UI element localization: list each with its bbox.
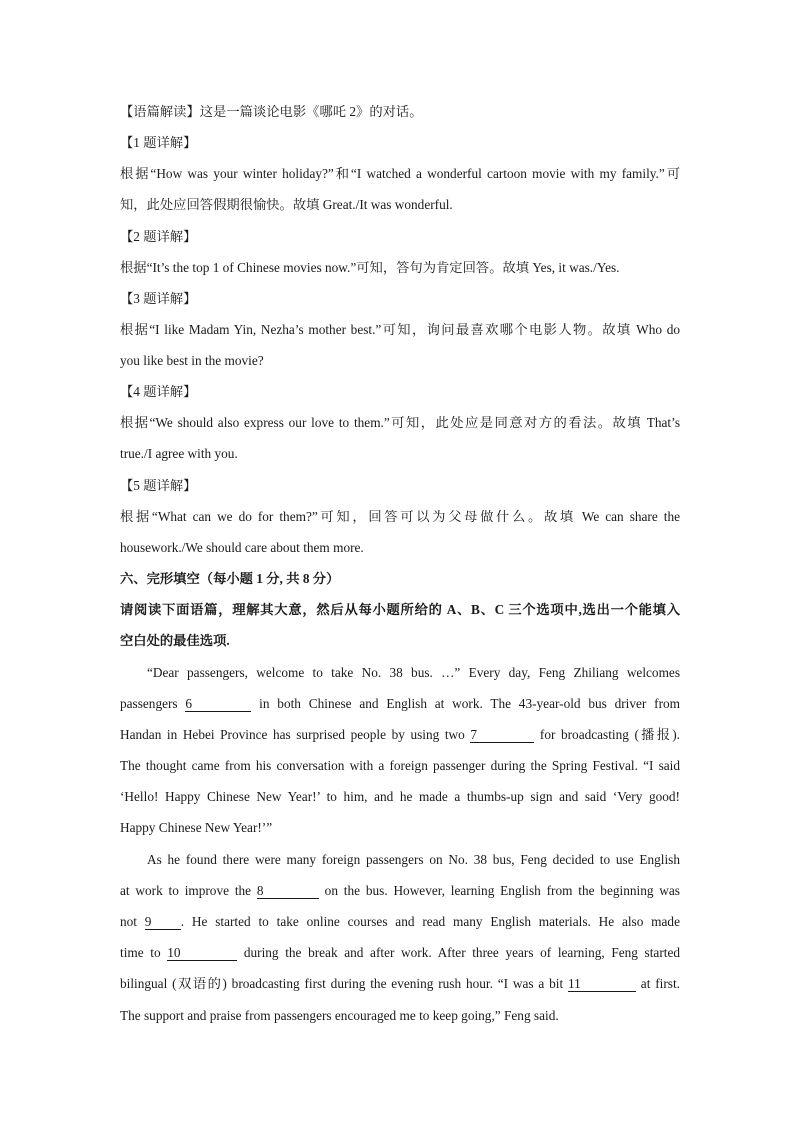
passage-p1-line-6: Happy Chinese New Year!’”: [120, 820, 273, 835]
blank-6: 6: [185, 696, 251, 712]
question-1-explanation-line-1: 根据“How was your winter holiday?”和“I watched a wonderful cartoon movie with my family.”可: [120, 166, 680, 181]
passage-p2-line-2: [120, 882, 680, 900]
analysis-intro: 【语篇解读】这是一篇谈论电影《哪吒 2》的对话。: [120, 104, 423, 119]
question-5-heading: 【5 题详解】: [120, 478, 197, 493]
passage-p2-line-3: [120, 913, 680, 931]
passage-text: Handan in Hebei Province has surprised people by using two: [120, 727, 471, 742]
question-1-heading: 【1 题详解】: [120, 135, 197, 150]
passage-p1-line-4: The thought came from his conversation with a foreign passenger during the Spring Festival. “I said: [120, 758, 680, 773]
passage-text: at first.: [635, 976, 680, 991]
passage-p1-line-3: [120, 726, 680, 744]
question-1-explanation-line-2: 知，此处应回答假期很愉快。故填 Great./It was wonderful.: [120, 197, 453, 212]
passage-text: time to: [120, 945, 168, 960]
passage-text: at work to improve the: [120, 883, 257, 898]
question-5-explanation-line-1: 根据“What can we do for them?”可知，回答可以为父母做什么。故填 We can share the: [120, 509, 680, 524]
passage-p1-line-1: “Dear passengers, welcome to take No. 38 bus. …” Every day, Feng Zhiliang welcomes: [147, 665, 680, 680]
question-4-explanation-line-1: 根据“We should also express our love to them.”可知，此处应是同意对方的看法。故填 That’s: [120, 415, 680, 430]
question-5-explanation-line-2: housework./We should care about them more.: [120, 540, 364, 555]
section-instruction-line-2: 空白处的最佳选项.: [120, 633, 230, 648]
passage-text: passengers: [120, 696, 186, 711]
passage-text: bilingual (双语的) broadcasting first during the evening rush hour. “I was a bit: [120, 976, 568, 991]
passage-text: during the break and after work. After three years of learning, Feng started: [237, 945, 680, 960]
question-3-heading: 【3 题详解】: [120, 291, 197, 306]
question-2-explanation-line-1: 根据“It’s the top 1 of Chinese movies now.”可知，答句为肯定回答。故填 Yes, it was./Yes.: [120, 260, 620, 275]
passage-text: . He started to take online courses and read many English materials. He also made: [180, 914, 680, 929]
question-4-heading: 【4 题详解】: [120, 384, 197, 399]
question-3-explanation-line-2: you like best in the movie?: [120, 353, 264, 368]
blank-10: 10: [167, 945, 237, 961]
passage-p2-line-4: [120, 944, 680, 962]
passage-text: on the bus. However, learning English from the beginning was: [318, 883, 680, 898]
passage-p2-line-6: The support and praise from passengers encouraged me to keep going,” Feng said.: [120, 1008, 559, 1023]
passage-text: not: [120, 914, 145, 929]
passage-text: in both Chinese and English at work. The 43-year-old bus driver from: [251, 696, 680, 711]
question-3-explanation-line-1: 根据“I like Madam Yin, Nezha’s mother best.”可知，询问最喜欢哪个电影人物。故填 Who do: [120, 322, 680, 337]
blank-11: 11: [568, 976, 636, 992]
blank-9: 9: [145, 914, 181, 930]
passage-p2-line-5: [120, 975, 680, 993]
section-instruction-line-1: 请阅读下面语篇，理解其大意，然后从每小题所给的 A、B、C 三个选项中,选出一个能填入: [120, 602, 680, 617]
passage-p1-line-2: [120, 695, 680, 713]
question-4-explanation-line-2: true./I agree with you.: [120, 446, 238, 461]
passage-p2-line-1: As he found there were many foreign passengers on No. 38 bus, Feng decided to use English: [147, 852, 680, 867]
blank-8: 8: [257, 883, 319, 899]
section-title: 六、完形填空（每小题 1 分, 共 8 分）: [120, 571, 340, 586]
question-2-heading: 【2 题详解】: [120, 229, 197, 244]
blank-7: 7: [470, 727, 534, 743]
passage-text: for broadcasting (播报).: [534, 727, 680, 742]
passage-p1-line-5: ‘Hello! Happy Chinese New Year!’ to him, and he made a thumbs-up sign and said ‘Very good!: [120, 789, 680, 804]
